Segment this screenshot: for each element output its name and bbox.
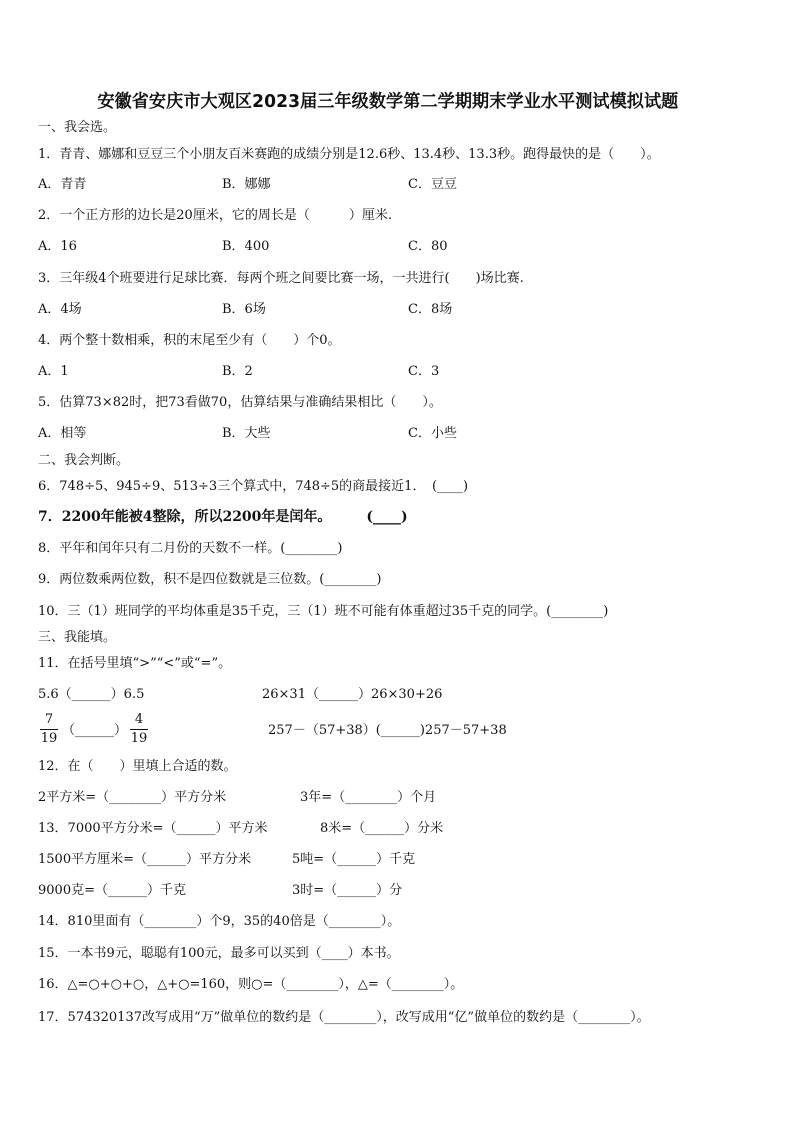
- q11-compare-3-blank: （______）: [62, 723, 128, 738]
- question-10: 10．三（1）班同学的平均体重是35千克，三（1）班不可能有体重超过35千克的同学。(________): [38, 604, 609, 619]
- question-11: 11．在括号里填“>”“<”或“=”。: [38, 656, 232, 671]
- question-1: 1．青青、娜娜和豆豆三个小朋友百米赛跑的成绩分别是12.6秒、13.4秒、13.3秒。跑得最快的是（ ）。: [38, 147, 660, 162]
- q4-option-c: C．3: [408, 364, 440, 379]
- fraction-denominator: 19: [40, 731, 58, 746]
- fraction-denominator: 19: [130, 731, 148, 746]
- q5-option-c: C．小些: [408, 426, 457, 441]
- q11-compare-4: 257－（57+38）(______)257－57+38: [268, 723, 507, 738]
- question-17: 17．574320137改写成用“万”做单位的数约是（________），改写成用“亿”做单位的数约是（________）。: [38, 1010, 650, 1025]
- q12-fill-2: 3年=（________）个月: [300, 790, 437, 805]
- q11-compare-2: 26×31（______）26×30+26: [262, 687, 443, 702]
- q3-option-c: C．8场: [408, 302, 453, 317]
- question-2: 2．一个正方形的边长是20厘米，它的周长是（ ）厘米.: [38, 208, 392, 223]
- question-4: 4．两个整十数相乘，积的末尾至少有（ ）个0。: [38, 333, 341, 348]
- question-14: 14．810里面有（________）个9，35的40倍是（________）。: [38, 914, 401, 929]
- question-12: 12．在（ ）里填上合适的数。: [38, 759, 237, 774]
- q2-option-a: A．16: [38, 239, 77, 254]
- question-16: 16．△=○+○+○，△+○=160，则○=（________），△=（________）。: [38, 977, 464, 992]
- q1-option-b: B．娜娜: [222, 177, 271, 192]
- q2-option-c: C．80: [408, 239, 448, 254]
- fraction-four-nineteenths: [128, 712, 150, 747]
- question-7: 7．2200年能被4整除，所以2200年是闰年。 (____): [38, 509, 408, 525]
- q1-option-c: C．豆豆: [408, 177, 457, 192]
- q3-option-a: A．4场: [38, 302, 82, 317]
- q3-option-b: B．6场: [222, 302, 266, 317]
- section-heading-choice: 一、我会选。: [38, 120, 117, 135]
- q11-compare-1: 5.6（______）6.5: [38, 687, 145, 702]
- q2-option-b: B．400: [222, 239, 270, 254]
- fraction-seven-nineteenths: [38, 712, 60, 747]
- fraction-bar: [130, 729, 148, 730]
- question-9: 9．两位数乘两位数，积不是四位数就是三位数。(________): [38, 572, 382, 587]
- question-6: 6．748÷5、945÷9、513÷3三个算式中，748÷5的商最接近1． (____): [38, 479, 469, 494]
- q13-fill-2: 8米=（______）分米: [320, 821, 444, 836]
- question-5: 5．估算73×82时，把73看做70，估算结果与准确结果相比（ ）。: [38, 395, 442, 410]
- question-13: 13．7000平方分米=（______）平方米: [38, 821, 268, 836]
- q4-option-a: A．1: [38, 364, 69, 379]
- question-15: 15．一本书9元，聪聪有100元，最多可以买到（____）本书。: [38, 946, 400, 961]
- fraction-numerator: 7: [44, 712, 54, 727]
- q5-option-a: A．相等: [38, 426, 87, 441]
- q13-fill-6: 3时=（______）分: [292, 883, 403, 898]
- section-heading-judge: 二、我会判断。: [38, 453, 130, 468]
- q5-option-b: B．大些: [222, 426, 271, 441]
- q13-fill-4: 5吨=（______）千克: [292, 852, 416, 867]
- q1-option-a: A．青青: [38, 177, 87, 192]
- question-8: 8．平年和闰年只有二月份的天数不一样。(________): [38, 541, 343, 556]
- q4-option-b: B．2: [222, 364, 253, 379]
- q13-fill-3: 1500平方厘米=（______）平方分米: [38, 852, 251, 867]
- q12-fill-1: 2平方米=（________）平方分米: [38, 790, 227, 805]
- fraction-bar: [40, 729, 58, 730]
- q13-fill-5: 9000克=（______）千克: [38, 883, 186, 898]
- question-3: 3．三年级4个班要进行足球比赛．每两个班之间要比赛一场，一共进行( )场比赛.: [38, 271, 524, 286]
- fraction-numerator: 4: [134, 712, 144, 727]
- page-title: 安徽省安庆市大观区2023届三年级数学第二学期期末学业水平测试模拟试题: [97, 92, 679, 112]
- section-heading-fill: 三、我能填。: [38, 630, 117, 645]
